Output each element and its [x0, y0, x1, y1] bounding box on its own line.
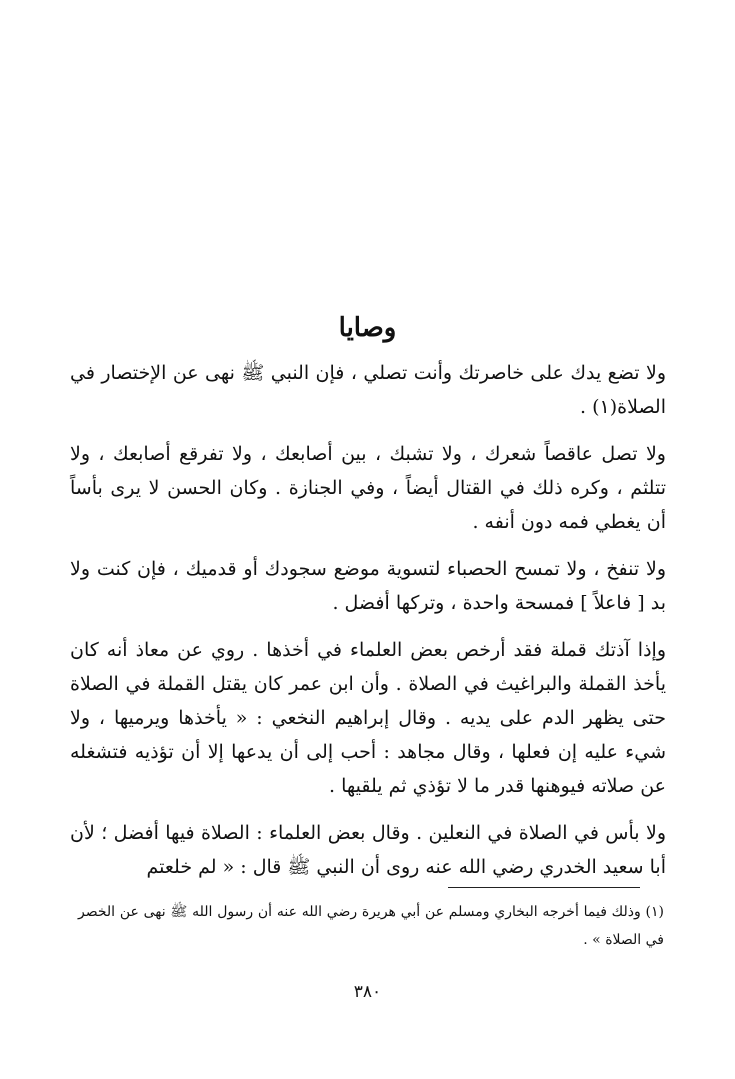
section-title: وصايا — [338, 313, 397, 343]
footnote: (١) وذلك فيما أخرجه البخاري ومسلم عن أبي هريرة رضي الله عنه أن رسول الله ﷺ نهى عن الخصر في الصلاة » . — [78, 904, 664, 948]
page-number: ٣٨٠ — [353, 982, 382, 1002]
paragraph-3: ولا تنفخ ، ولا تمسح الحصباء لتسوية موضع سجودك أو قدميك ، فإن كنت ولا بد [ فاعلاً ] فمسحة واحدة ، وتركها أفضل . — [70, 558, 666, 614]
paragraph-2: ولا تصل عاقصاً شعرك ، ولا تشبك ، بين أصابعك ، ولا تفرقع أصابعك ، ولا تتلثم ، وكره ذلك في القتال أيضاً ، وفي الجنازة . وكان الحسن لا يرى بأساً أن يغطي فمه دون أنفه . — [70, 443, 666, 533]
paragraph-5: ولا بأس في الصلاة في النعلين . وقال بعض العلماء : الصلاة فيها أفضل ؛ لأن أبا سعيد الخدري رضي الله عنه روى أن النبي ﷺ قال : « لم خلعتم — [70, 822, 666, 878]
paragraph-1: ولا تضع يدك على خاصرتك وأنت تصلي ، فإن النبي ﷺ نهى عن الإختصار في الصلاة(١) . — [70, 362, 667, 418]
paragraph-4: وإذا آذتك قملة فقد أرخص بعض العلماء في أخذها . روي عن معاذ أنه كان يأخذ القملة والبراغيث في الصلاة . وأن ابن عمر كان يقتل القملة في الصلاة حتى يظهر الدم على يديه . وقال إبراهيم النخعي : « يأخذها ويرميها ، ولا شيء عليه إن فعلها ، وقال مجاهد : أحب إلى أن يدعها إلا أن تؤذيه فتشغله عن صلاته فيوهنها قدر ما لا تؤذي ثم يلقيها . — [70, 639, 666, 797]
main-text — [70, 356, 666, 897]
footnote-divider — [448, 887, 640, 888]
